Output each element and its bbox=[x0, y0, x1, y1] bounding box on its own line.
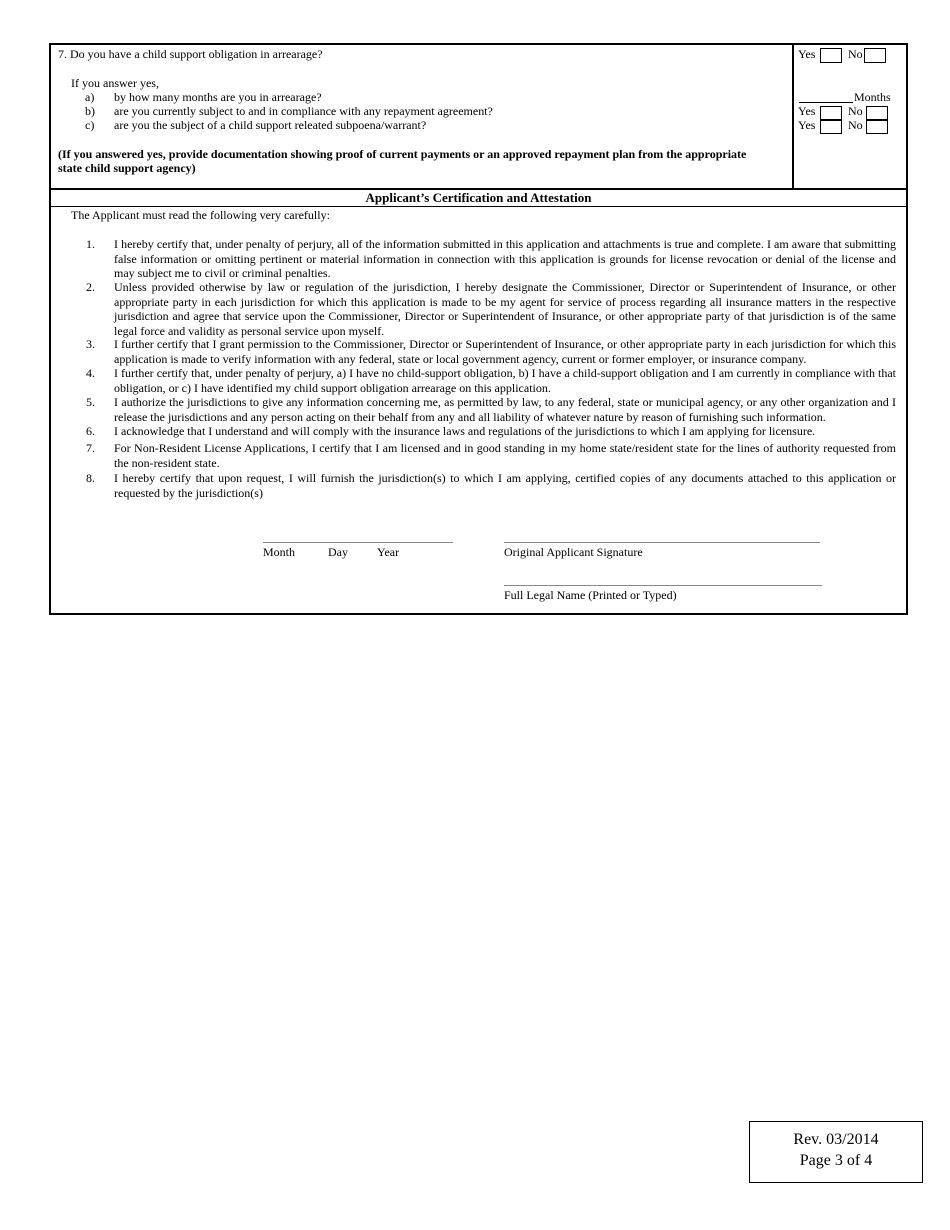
q7-yes-checkbox[interactable] bbox=[820, 48, 842, 63]
cert-item-text: For Non-Resident License Applications, I certify that I am licensed and in good standing in my home state/resident state for the lines of authority requested from the non-resident state. bbox=[114, 441, 896, 470]
date-signature-line[interactable] bbox=[263, 542, 453, 543]
q7-yes-label: Yes bbox=[798, 47, 816, 61]
cert-item-num: 3. bbox=[86, 337, 95, 351]
sub-item-c-letter: c) bbox=[85, 118, 95, 132]
question-7-intro: If you answer yes, bbox=[71, 76, 159, 90]
cert-item-text: I further certify that, under penalty of perjury, a) I have no child-support obligation, b) I have a child-support obligation and I am currently in compliance with that obligation, or c) I have identified my child support obligation arrearage on this application. bbox=[114, 366, 896, 395]
revision-box bbox=[749, 1121, 923, 1183]
sub-item-b-text: are you currently subject to and in compliance with any repayment agreement? bbox=[114, 104, 493, 118]
certification-title-rule bbox=[51, 206, 906, 207]
months-label: Months bbox=[854, 90, 891, 104]
months-input-line[interactable] bbox=[799, 102, 853, 103]
sub-item-b-letter: b) bbox=[85, 104, 95, 118]
full-name-label: Full Legal Name (Printed or Typed) bbox=[504, 588, 677, 602]
q7-no-label: No bbox=[848, 47, 863, 61]
sub-item-a-text: by how many months are you in arrearage? bbox=[114, 90, 322, 104]
q7b-no-label: No bbox=[848, 104, 863, 118]
signature-label: Original Applicant Signature bbox=[504, 545, 643, 559]
day-label: Day bbox=[328, 545, 348, 559]
year-label: Year bbox=[377, 545, 400, 559]
question-7-note-line2: state child support agency) bbox=[58, 161, 196, 175]
cert-item-num: 8. bbox=[86, 471, 95, 485]
sub-item-a-letter: a) bbox=[85, 90, 95, 104]
full-name-line[interactable] bbox=[504, 585, 822, 586]
q7c-yes-label: Yes bbox=[798, 118, 816, 132]
page-number: Page 3 of 4 bbox=[799, 1152, 873, 1169]
form-frame bbox=[49, 43, 908, 615]
cert-item-text: I authorize the jurisdictions to give any information concerning me, as permitted by law, to any federal, state or municipal agency, or any other organization and I release the jurisdictions and any person acting on their behalf from any and all liability of whatever nature by reason of furnishing such information. bbox=[114, 395, 896, 424]
certification-intro: The Applicant must read the following very carefully: bbox=[71, 208, 330, 222]
q7b-yes-label: Yes bbox=[798, 104, 816, 118]
applicant-signature-line[interactable] bbox=[504, 542, 820, 543]
certification-title: Applicant’s Certification and Attestation bbox=[365, 190, 592, 205]
question-7-section bbox=[51, 45, 906, 190]
cert-item-num: 2. bbox=[86, 280, 95, 294]
cert-item-num: 7. bbox=[86, 441, 95, 455]
cert-item-num: 4. bbox=[86, 366, 95, 380]
cert-item-text: I hereby certify that upon request, I will furnish the jurisdiction(s) to which I am applying, certified copies of any documents attached to this application or requested by the jurisdiction(s) bbox=[114, 471, 896, 500]
q7-column-divider bbox=[792, 45, 794, 190]
cert-item-num: 6. bbox=[86, 424, 95, 438]
cert-item-num: 5. bbox=[86, 395, 95, 409]
q7c-yes-checkbox[interactable] bbox=[820, 119, 842, 134]
cert-item-text: I acknowledge that I understand and will comply with the insurance laws and regulations of the jurisdictions to which I am applying for licensure. bbox=[114, 424, 816, 438]
q7-no-checkbox[interactable] bbox=[864, 48, 886, 63]
q7c-no-checkbox[interactable] bbox=[866, 119, 888, 134]
cert-item-num: 1. bbox=[86, 237, 95, 251]
cert-item-text: Unless provided otherwise by law or regulation of the jurisdiction, I hereby designate the Commissioner, Director or Superintendent of Insurance, or other appropriate party in each jurisdiction for which this application is made to be my agent for service of process regarding all insurance matters in the respective jurisdiction and agree that service upon the Commissioner, Director or Superintendent of Insurance, or other appropriate party of that jurisdiction is of the same legal force and validity as personal service upon myself. bbox=[114, 280, 896, 338]
q7c-no-label: No bbox=[848, 118, 863, 132]
sub-item-c-text: are you the subject of a child support releated subpoena/warrant? bbox=[114, 118, 427, 132]
month-label: Month bbox=[263, 545, 296, 559]
question-7-text: 7. Do you have a child support obligation in arrearage? bbox=[58, 47, 323, 61]
cert-item-text: I further certify that I grant permission to the Commissioner, Director or Superintendent of Insurance, or other appropriate party in each jurisdiction for which this application is made to verify information with any federal, state or local government agency, current or former employer, or insurance company. bbox=[114, 337, 896, 366]
cert-item-text: I hereby certify that, under penalty of perjury, all of the information submitted in this application and attachments is true and complete. I am aware that submitting false information or omitting pertinent or material information in connection with this application is grounds for license revocation or denial of the license and may subject me to civil or criminal penalties. bbox=[114, 237, 896, 280]
revision-text: Rev. 03/2014 bbox=[793, 1131, 879, 1148]
question-7-note-line1: (If you answered yes, provide documentation showing proof of current payments or an approved repayment plan from the appropriate bbox=[58, 147, 747, 161]
